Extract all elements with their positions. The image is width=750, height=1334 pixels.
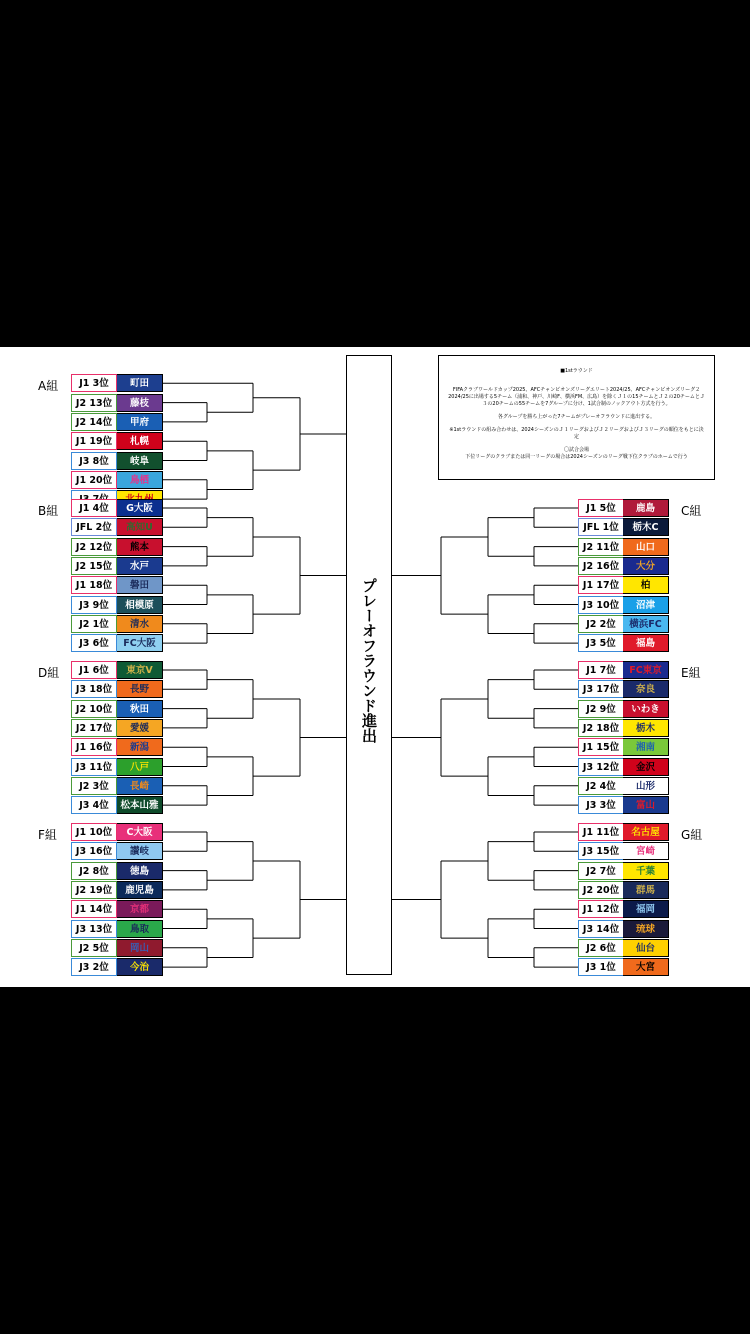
team-name: 大分	[623, 557, 669, 575]
team-name: 湘南	[623, 738, 669, 756]
team-rank: J3 3位	[578, 796, 624, 814]
team-name: 福島	[623, 634, 669, 652]
team-name: 鹿児島	[117, 881, 163, 899]
team-rank: J2 11位	[578, 538, 624, 556]
team-rank: J2 15位	[71, 557, 117, 575]
team-name: 熊本	[117, 538, 163, 556]
team-name: 清水	[117, 615, 163, 633]
team-rank: J1 6位	[71, 661, 117, 679]
team-name: 松本山雅	[117, 796, 163, 814]
team-rank: J3 11位	[71, 758, 117, 776]
team-rank: J3 15位	[578, 842, 624, 860]
team-name: 徳島	[117, 862, 163, 880]
team-rank: J1 12位	[578, 900, 624, 918]
team-name: 福岡	[623, 900, 669, 918]
team-name: いわき	[623, 700, 669, 718]
team-rank: J1 3位	[71, 374, 117, 392]
info-paragraph: 〇試合会場	[563, 447, 589, 453]
group-label: D組	[38, 666, 60, 680]
team-rank: J1 10位	[71, 823, 117, 841]
team-rank: J2 8位	[71, 862, 117, 880]
team-rank: JFL 1位	[578, 518, 624, 536]
team-name: 宮崎	[623, 842, 669, 860]
team-name: 仙台	[623, 939, 669, 957]
team-name: 山形	[623, 777, 669, 795]
team-name: 柏	[623, 576, 669, 594]
team-name: 八戸	[117, 758, 163, 776]
team-rank: J3 13位	[71, 920, 117, 938]
team-name: 鹿島	[623, 499, 669, 517]
team-rank: J1 11位	[578, 823, 624, 841]
team-rank: J2 20位	[578, 881, 624, 899]
team-rank: J3 2位	[71, 958, 117, 976]
team-name: 琉球	[623, 920, 669, 938]
team-rank: J3 17位	[578, 680, 624, 698]
team-name: 京都	[117, 900, 163, 918]
team-rank: J2 5位	[71, 939, 117, 957]
info-title: ■1stラウンド	[560, 368, 593, 374]
info-paragraph: ※1stラウンドの組み合わせは、2024シーズンのＪ１リーグおよびＪ２リーグおよびＪ３リーグの順位をもとに決定	[449, 427, 704, 440]
group-label: C組	[681, 504, 702, 518]
team-rank: J2 3位	[71, 777, 117, 795]
team-rank: J2 7位	[578, 862, 624, 880]
info-paragraph: FIFAクラブワールドカップ2025、AFCチャンピオンズリーグエリート2024/25、AFCチャンピオンズリーグ２ 2024/25に出場する5チーム（浦和、神戸、川崎F、横浜FM、広島）を除くＪ１の15チームとＪ２の20チームとＪ３の20チームの55チームを7グループに分け、1試合制のノックアウト方式を行う。	[448, 387, 705, 407]
info-paragraph: 各グループを勝ち上がった7チームがプレーオフラウンドに進出する。	[497, 414, 656, 420]
team-rank: J3 10位	[578, 596, 624, 614]
group-label: G組	[681, 828, 703, 842]
team-name: 今治	[117, 958, 163, 976]
team-rank: J3 1位	[578, 958, 624, 976]
team-name: 栃木C	[623, 518, 669, 536]
team-name: 愛媛	[117, 719, 163, 737]
team-rank: J3 14位	[578, 920, 624, 938]
team-name: 鳥栖	[117, 471, 163, 489]
team-rank: JFL 2位	[71, 518, 117, 536]
team-rank: J2 6位	[578, 939, 624, 957]
team-name: 大宮	[623, 958, 669, 976]
team-name: 秋田	[117, 700, 163, 718]
team-rank: J2 9位	[578, 700, 624, 718]
team-name: 水戸	[117, 557, 163, 575]
playoff-round-label: プレーオフラウンド進出	[360, 578, 378, 743]
team-name: 鳥取	[117, 920, 163, 938]
team-name: 富山	[623, 796, 669, 814]
team-rank: J2 17位	[71, 719, 117, 737]
team-rank: J1 17位	[578, 576, 624, 594]
team-rank: J1 16位	[71, 738, 117, 756]
team-name: 横浜FC	[623, 615, 669, 633]
team-rank: J1 15位	[578, 738, 624, 756]
group-label: A組	[38, 379, 59, 394]
playoff-round-box	[346, 355, 392, 975]
team-name: 栃木	[623, 719, 669, 737]
team-name: 讃岐	[117, 842, 163, 860]
team-name: 群馬	[623, 881, 669, 899]
team-name: FC東京	[623, 661, 669, 679]
team-name: G大阪	[117, 499, 163, 517]
team-name: 長崎	[117, 777, 163, 795]
team-rank: J3 9位	[71, 596, 117, 614]
team-name: 藤枝	[117, 394, 163, 412]
info-box	[438, 355, 715, 480]
team-rank: J1 14位	[71, 900, 117, 918]
team-name: 沼津	[623, 596, 669, 614]
team-name: 町田	[117, 374, 163, 392]
team-name: 甲府	[117, 413, 163, 431]
team-name: 岐阜	[117, 452, 163, 470]
team-rank: J2 12位	[71, 538, 117, 556]
group-label: E組	[681, 666, 701, 680]
team-name: 名古屋	[623, 823, 669, 841]
group-label: F組	[38, 828, 57, 842]
team-name: 長野	[117, 680, 163, 698]
team-rank: J2 19位	[71, 881, 117, 899]
team-rank: J1 18位	[71, 576, 117, 594]
team-rank: J1 19位	[71, 432, 117, 450]
team-rank: J3 8位	[71, 452, 117, 470]
team-rank: J3 4位	[71, 796, 117, 814]
team-rank: J1 20位	[71, 471, 117, 489]
info-paragraph: 下位リーグのクラブまたは同一リーグの場合は2024シーズンのリーグ戦下位クラブのホームで行う	[465, 454, 688, 460]
team-rank: J2 16位	[578, 557, 624, 575]
team-rank: J1 7位	[578, 661, 624, 679]
team-rank: J3 5位	[578, 634, 624, 652]
team-rank: J3 18位	[71, 680, 117, 698]
team-name: 東京V	[117, 661, 163, 679]
team-name: 山口	[623, 538, 669, 556]
team-rank: J3 6位	[71, 634, 117, 652]
team-rank: J2 10位	[71, 700, 117, 718]
team-rank: J2 2位	[578, 615, 624, 633]
team-name: 磐田	[117, 576, 163, 594]
team-name: FC大阪	[117, 634, 163, 652]
team-name: 新潟	[117, 738, 163, 756]
team-name: 岡山	[117, 939, 163, 957]
team-name: 相模原	[117, 596, 163, 614]
team-rank: J3 16位	[71, 842, 117, 860]
team-name: 奈良	[623, 680, 669, 698]
team-rank: J2 4位	[578, 777, 624, 795]
team-rank: J3 12位	[578, 758, 624, 776]
team-rank: J2 1位	[71, 615, 117, 633]
team-name: 札幌	[117, 432, 163, 450]
team-rank: J1 4位	[71, 499, 117, 517]
team-name: C大阪	[117, 823, 163, 841]
team-name: 金沢	[623, 758, 669, 776]
team-name: 高知U	[117, 518, 163, 536]
group-label: B組	[38, 504, 59, 518]
team-rank: J2 14位	[71, 413, 117, 431]
team-rank: J1 5位	[578, 499, 624, 517]
team-rank: J2 18位	[578, 719, 624, 737]
bracket-canvas	[0, 347, 750, 987]
team-name: 千葉	[623, 862, 669, 880]
team-rank: J2 13位	[71, 394, 117, 412]
